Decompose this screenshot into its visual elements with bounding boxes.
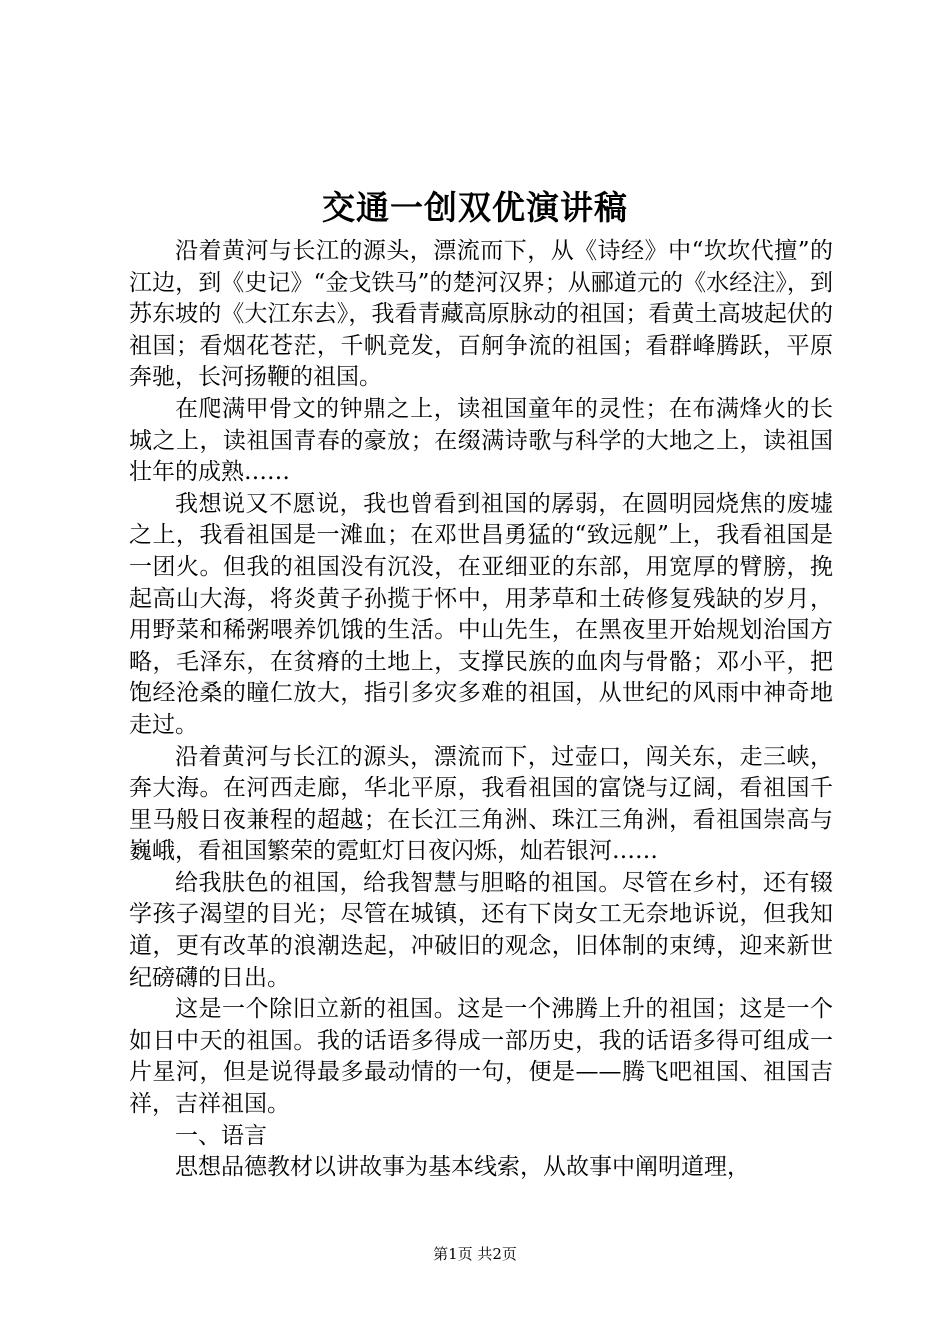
paragraph: 沿着黄河与长江的源头，漂流而下，过壶口，闯关东，走三峡，奔大海。在河西走廊，华北平原，我看祖国的富饶与辽阔，看祖国千里马般日夜兼程的超越；在长江三角洲、珠江三角洲，看祖国崇高与巍峨，看祖国繁荣的霓虹灯日夜闪烁，灿若银河…… — [129, 743, 833, 865]
document-title: 交通一创双优演讲稿 — [322, 188, 628, 227]
paragraph: 在爬满甲骨文的钟鼎之上，读祖国童年的灵性；在布满烽火的长城之上，读祖国青春的豪放；在缀满诗歌与科学的大地之上，读祖国壮年的成熟…… — [129, 395, 833, 486]
page-number-footer: 第1页 共2页 — [433, 1245, 517, 1263]
paragraph: 这是一个除旧立新的祖国。这是一个沸腾上升的祖国；这是一个如日中天的祖国。我的话语多得成一部历史，我的话语多得可组成一片星河，但是说得最多最动情的一句，便是——腾飞吧祖国、祖国吉祥，吉祥祖国。 — [129, 996, 833, 1118]
paragraph: 我想说又不愿说，我也曾看到祖国的孱弱，在圆明园烧焦的废墟之上，我看祖国是一滩血；在邓世昌勇猛的“致远舰”上，我看祖国是一团火。但我的祖国没有沉没，在亚细亚的东部，用宽厚的臂膀，挽起高山大海，将炎黄子孙揽于怀中，用茅草和土砖修复残缺的岁月，用野菜和稀粥喂养饥饿的生活。中山先生，在黑夜里开始规划治国方略，毛泽东，在贫瘠的土地上，支撑民族的血肉与骨骼；邓小平，把饱经沧桑的瞳仁放大，指引多灾多难的祖国，从世纪的风雨中神奇地走过。 — [129, 490, 833, 738]
section-heading: 一、语言 — [175, 1122, 267, 1149]
paragraph: 给我肤色的祖国，给我智慧与胆略的祖国。尽管在乡村，还有辍学孩子渴望的目光；尽管在城镇，还有下岗女工无奈地诉说，但我知道，更有改革的浪潮迭起，冲破旧的观念，旧体制的束缚，迎来新世纪磅礴的日出。 — [129, 869, 833, 991]
document-body — [129, 236, 833, 1184]
paragraph: 沿着黄河与长江的源头，漂流而下，从《诗经》中“坎坎代擅”的江边，到《史记》“金戈铁马”的楚河汉界；从郦道元的《水经注》，到苏东坡的《大江东去》，我看青藏高原脉动的祖国；看黄土高坡起伏的祖国；看烟花苍茫，千帆竞发，百舸争流的祖国；看群峰腾跃，平原奔驰，长河扬鞭的祖国。 — [129, 238, 833, 391]
paragraph: 思想品德教材以讲故事为基本线索，从故事中阐明道理， — [175, 1154, 750, 1181]
